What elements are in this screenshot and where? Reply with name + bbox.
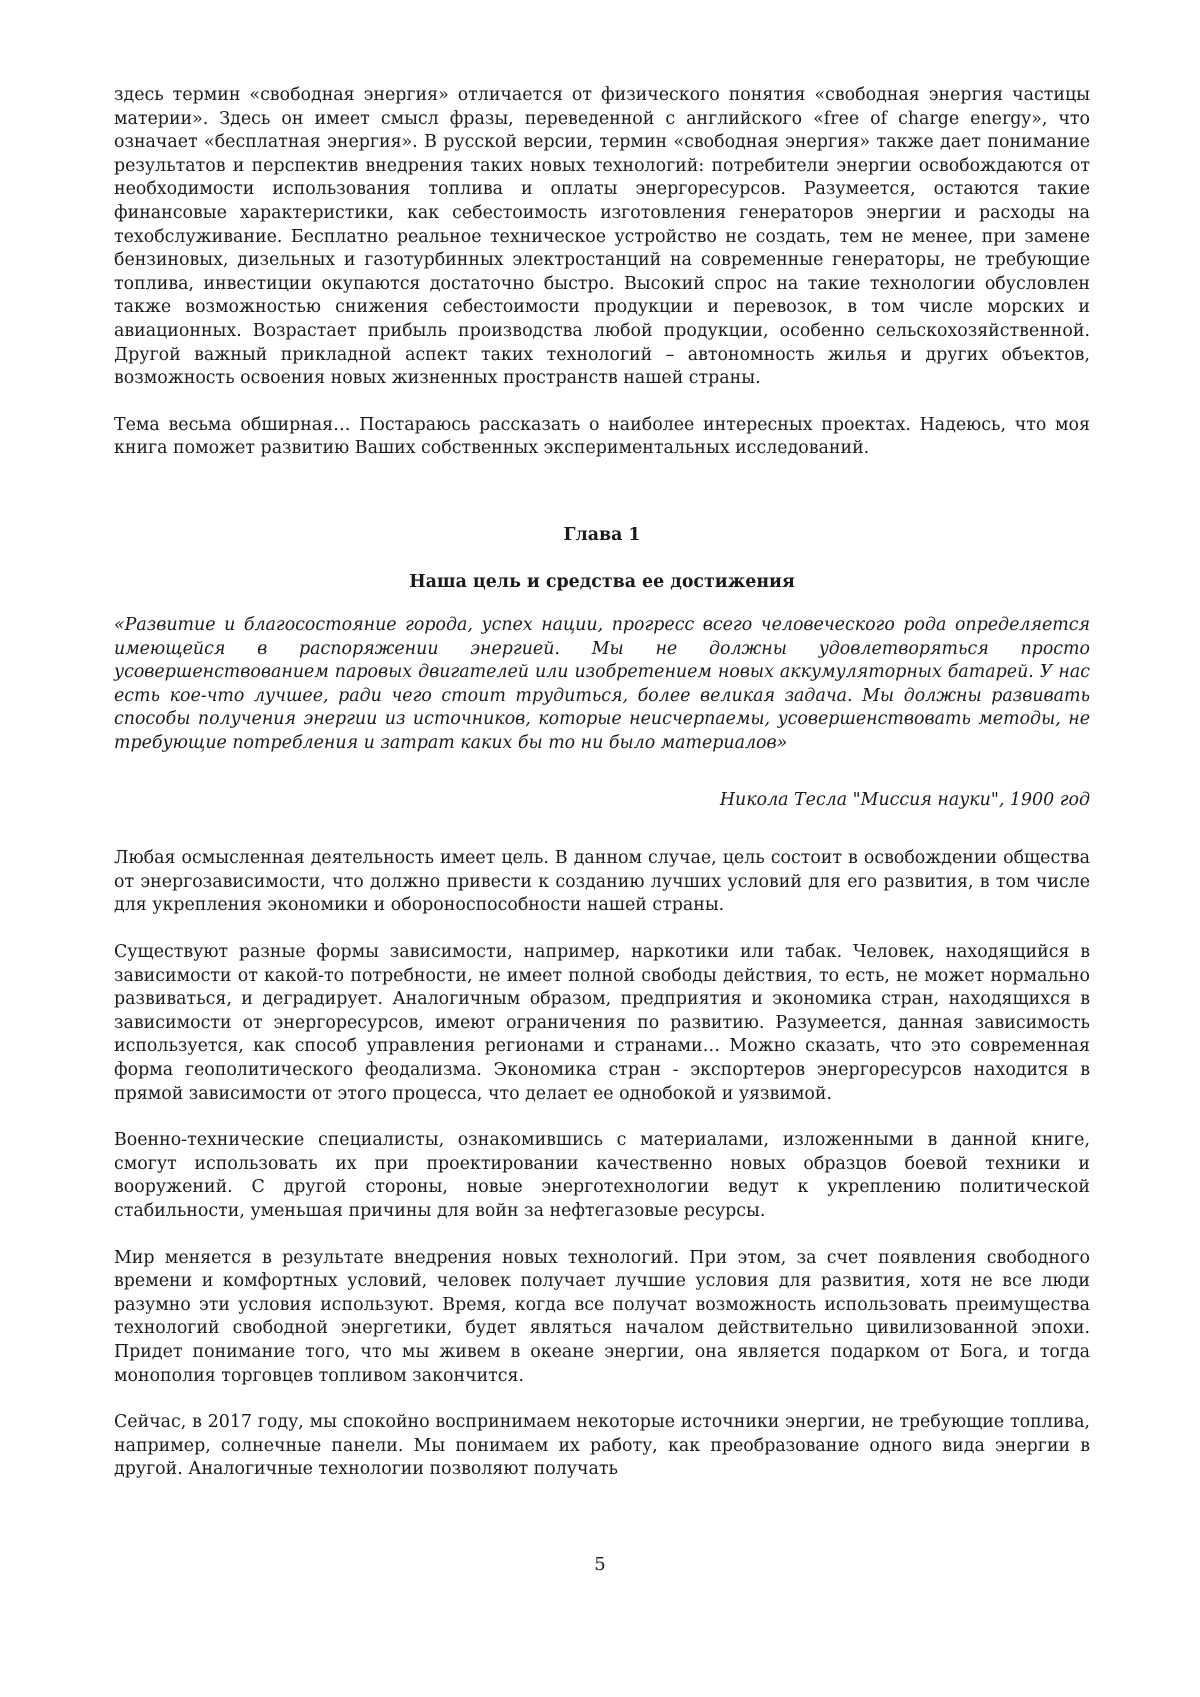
paragraph: Сейчас, в 2017 году, мы спокойно воспринимаем некоторые источники энергии, не требующие топлива, например, солнечные панели. Мы понимаем их работу, как преобразование одного вида энергии в другой. Аналогичные технологии позволяют получать bbox=[114, 1412, 1090, 1480]
page-number: 5 bbox=[594, 1554, 606, 1575]
page-content bbox=[114, 84, 1090, 1482]
paragraph: здесь термин «свободная энергия» отличается от физического понятия «свободная энергия частицы материи». Здесь он имеет смысл фразы, переведенной с английского «free of charge energy», что означает «бесплатная энергия». В русской версии, термин «свободная энергия» также дает понимание результатов и перспектив внедрения таких новых технологий: потребители энергии освобождаются от необходимости использования топлива и оплаты энергоресурсов. Разумеется, остаются такие финансовые характеристики, как себестоимость изготовления генераторов энергии и расходы на техобслуживание. Бесплатно реальное техническое устройство не создать, тем не менее, при замене бензиновых, дизельных и газотурбинных электростанций на современные генераторы, не требующие топлива, инвестиции окупаются достаточно быстро. Высокий спрос на такие технологии обусловлен также возможностью снижения себестоимости продукции и перевозок, в том числе морских и авиационных. Возрастает прибыль производства любой продукции, особенно сельскохозяйственной. Другой важный прикладной аспект таких технологий – автономность жилья и других объектов, возможность освоения новых жизненных пространств нашей страны. bbox=[114, 85, 1090, 389]
paragraph: Военно-технические специалисты, ознакомившись с материалами, изложенными в данной книге, смогут использовать их при проектировании качественно новых образцов боевой техники и вооружений. С другой стороны, новые энерготехнологии ведут к укреплению политической стабильности, уменьшая причины для войн за нефтегазовые ресурсы. bbox=[114, 1130, 1090, 1221]
paragraph: Существуют разные формы зависимости, например, наркотики или табак. Человек, находящийся в зависимости от какой-то потребности, не имеет полной свободы действия, то есть, не может нормально развиваться, и деградирует. Аналогичным образом, предприятия и экономика стран, находящихся в зависимости от энергоресурсов, имеют ограничения по развитию. Разумеется, данная зависимость используется, как способ управления регионами и странами… Можно сказать, что это современная форма геополитического феодализма. Экономика стран - экспортеров энергоресурсов находится в прямой зависимости от этого процесса, что делает ее однобокой и уязвимой. bbox=[114, 942, 1090, 1104]
chapter-label: Глава 1 bbox=[563, 524, 641, 545]
paragraph: Тема весьма обширная… Постараюсь рассказать о наиболее интересных проектах. Надеюсь, что моя книга поможет развитию Ваших собственных экспериментальных исследований. bbox=[114, 414, 1090, 459]
chapter-title: Наша цель и средства ее достижения bbox=[409, 571, 795, 592]
paragraph: Мир меняется в результате внедрения новых технологий. При этом, за счет появления свободного времени и комфортных условий, человек получает лучшие условия для развития, хотя не все люди разумно эти условия используют. Время, когда все получат возможность использовать преимущества технологий свободной энергетики, будет являться началом действительно цивилизованной эпохи. Придет понимание того, что мы живем в океане энергии, она является подарком от Бога, и тогда монополия торговцев топливом закончится. bbox=[114, 1247, 1090, 1386]
epigraph-attribution: Никола Тесла "Миссия науки", 1900 год bbox=[719, 789, 1090, 810]
epigraph-quote: «Развитие и благосостояние города, успех нации, прогресс всего человеческого рода определяется имеющейся в распоряжении энергией. Мы не должны удовлетворяться просто усовершенствованием паровых двигателей или изобретением новых аккумуляторных батарей. У нас есть кое-что лучшее, ради чего стоит трудиться, более великая задача. Мы должны развивать способы получения энергии из источников, которые неисчерпаемы, усовершенствовать методы, не требующие потребления и затрат каких бы то ни было материалов» bbox=[114, 615, 1090, 754]
paragraph: Любая осмысленная деятельность имеет цель. В данном случае, цель состоит в освобождении общества от энергозависимости, что должно привести к созданию лучших условий для его развития, в том числе для укрепления экономики и обороноспособности нашей страны. bbox=[114, 848, 1090, 916]
